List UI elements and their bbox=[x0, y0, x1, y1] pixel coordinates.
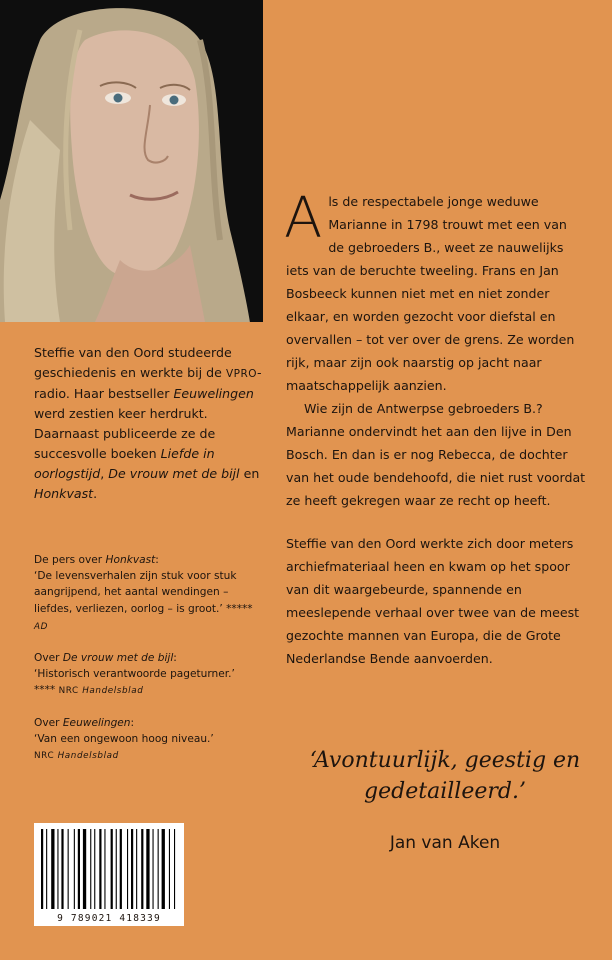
review-source: Handelsblad bbox=[82, 686, 144, 697]
blurb bbox=[284, 186, 586, 670]
bio-text: , bbox=[100, 466, 109, 481]
barcode-bar bbox=[169, 829, 170, 909]
blurb-paragraph: Als de respectabele jonge weduwe Marianne in 1798 trouwt met een van de gebroeders B., weet ze nauwelijks iets van de beruchte tweeling. Frans en Jan Bosbeeck kunnen niet met en niet zonder elkaar, en worden gezocht voor diefstal en overvallen – tot ver over de grens. Ze worden rijk, maar zijn ook naarstig op jacht naar maatschappelijk aanzien. bbox=[284, 186, 575, 393]
review-item bbox=[34, 650, 262, 700]
review-quote: ‘Van een ongewoon hoog niveau.’ bbox=[34, 732, 214, 745]
barcode-digits: 9 789021 418339 bbox=[57, 913, 161, 924]
author-photo bbox=[0, 0, 263, 322]
barcode-bar bbox=[41, 829, 43, 909]
review-item bbox=[34, 715, 262, 765]
review-item bbox=[34, 552, 262, 635]
barcode-bar bbox=[153, 829, 154, 909]
review-heading: De pers over Honkvast: bbox=[34, 554, 159, 566]
barcode-bar bbox=[111, 829, 113, 909]
barcode-bar bbox=[74, 829, 75, 909]
bio-text: en bbox=[239, 466, 260, 481]
barcode-bar bbox=[127, 829, 128, 909]
bio-book-title: Eeuwelingen bbox=[173, 386, 254, 401]
review-source: Handelsblad bbox=[57, 751, 119, 762]
barcode-bar bbox=[51, 829, 54, 909]
review-source: NRC bbox=[55, 686, 83, 697]
barcode-bar bbox=[141, 829, 143, 909]
review-stars: ***** bbox=[222, 602, 253, 615]
barcode-bar bbox=[61, 829, 63, 909]
bio-text: Steffie van den Oord studeerde geschiedenis en werkte bij de bbox=[34, 345, 232, 380]
bio-text: . bbox=[93, 486, 98, 501]
bio-book-title: Honkvast bbox=[34, 486, 94, 501]
press-reviews bbox=[34, 552, 262, 779]
review-heading: Over De vrouw met de bijl: bbox=[34, 652, 177, 665]
barcode-bar bbox=[90, 829, 91, 909]
barcode-bar bbox=[83, 829, 86, 909]
barcode-bars bbox=[34, 823, 184, 926]
review-stars: **** bbox=[34, 684, 56, 697]
barcode-bar bbox=[46, 829, 47, 909]
barcode-bar bbox=[104, 829, 105, 909]
barcode-bar bbox=[131, 829, 133, 909]
barcode-bar bbox=[94, 829, 95, 909]
bio-text: werd zestien keer herdrukt. Daarnaast publiceerde ze de succesvolle boeken bbox=[34, 406, 216, 461]
barcode-bar bbox=[162, 829, 165, 909]
pull-quote-author: Jan van Aken bbox=[389, 833, 501, 853]
barcode-bar bbox=[116, 829, 117, 909]
barcode-bar bbox=[120, 829, 122, 909]
bio-book-title: Liefde in oorlogstijd bbox=[34, 446, 215, 481]
review-source: AD bbox=[34, 621, 48, 632]
author-bio bbox=[34, 343, 262, 504]
review-quote: ‘De levensverhalen zijn stuk voor stuk aangrijpend, het aantal wendingen – liefdes, verliezen, oorlog – is groot.’ ***** AD bbox=[34, 570, 253, 632]
barcode-bar bbox=[174, 829, 175, 909]
blurb-paragraph: Wie zijn de Antwerpse gebroeders B.? Marianne ondervindt het aan den lijve in Den Bosch. En dan is er nog Rebecca, de dochter van het oude bendehoofd, die niet rust voordat ze heeft gekregen waar ze recht op heeft. bbox=[286, 401, 586, 508]
blurb-paragraph: Steffie van den Oord werkte zich door meters archiefmateriaal heen en kwam op het spoor van dit waargebeurde, spannende en meeslepende verhaal over twee van de meest gezochte mannen van Europa, die de Grote Nederlandse Bende aanvoerden. bbox=[286, 536, 580, 666]
barcode-bar bbox=[158, 829, 159, 909]
bio-vpro: VPRO bbox=[225, 368, 258, 380]
barcode-bar bbox=[99, 829, 101, 909]
review-source: NRC bbox=[34, 751, 58, 762]
barcode-bar bbox=[78, 829, 80, 909]
bio-text: -radio. Haar bestseller bbox=[34, 365, 262, 401]
review-source-line bbox=[34, 747, 262, 764]
barcode-bar bbox=[136, 829, 137, 909]
bio-book-title: De vrouw met de bijl bbox=[108, 466, 240, 481]
pull-quote: ‘Avontuurlijk, geestig en gedetailleerd.’ bbox=[309, 748, 581, 804]
drop-cap: A bbox=[284, 186, 323, 251]
barcode-bar bbox=[57, 829, 58, 909]
barcode-bar bbox=[146, 829, 149, 909]
barcode bbox=[34, 823, 184, 926]
review-quote: ‘Historisch verantwoorde pageturner.’ bbox=[34, 668, 235, 681]
review-source-line bbox=[34, 682, 262, 699]
barcode-bar bbox=[68, 829, 69, 909]
review-heading: Over Eeuwelingen: bbox=[34, 716, 135, 729]
